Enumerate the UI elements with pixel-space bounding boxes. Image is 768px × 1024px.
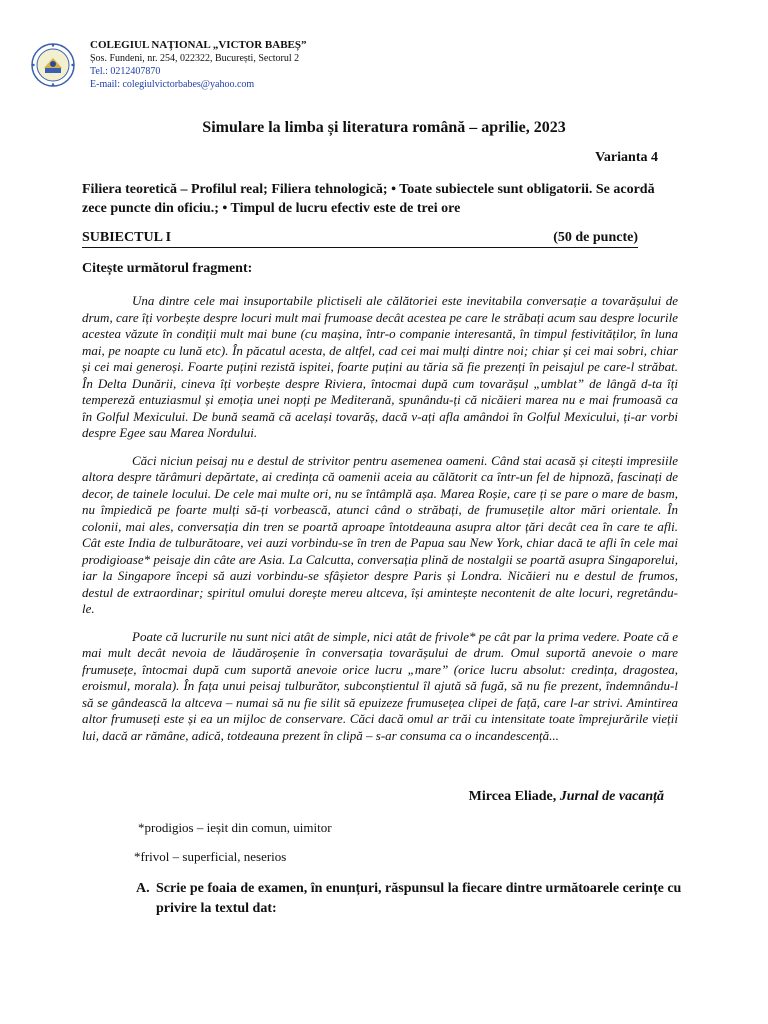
requirement-text: Scrie pe foaia de examen, în enunțuri, răspunsul la fiecare dintre următoarele cerințe cu privire la textul dat: [156, 881, 682, 916]
requirement-label: A. [136, 881, 150, 896]
exam-title: Simulare la limba și literatura română – aprilie, 2023 [202, 119, 566, 136]
school-name: COLEGIUL NAȚIONAL „VICTOR BABEȘ” [90, 39, 307, 51]
school-email: E-mail: colegiulvictorbabes@yahoo.com [90, 79, 255, 90]
school-phone: Tel.: 0212407870 [90, 66, 161, 77]
footnote-frivol: *frivol – superficial, neserios [134, 849, 287, 864]
footnote-prodigios: *prodigios – ieșit din comun, uimitor [138, 820, 332, 835]
literary-fragment [82, 293, 678, 755]
fragment-paragraph-2: Căci niciun peisaj nu e destul de strivitor pentru asemenea oameni. Când stai acasă și citești impresiile altora despre tărâmuri depărtate, ai credința că oamenii aceia au călătorit ca într-un fel de hipnoză, fascinați de decor, de tainele locului. De cele mai multe ori, nu se întâmplă așa. Marea Roșie, care ți se pare o mare de basm, nu împiedică pe foarte mulți să-ți vorbească, atunci când o străbați, de frumusețile altor mări orientale. În colonii, mai ales, conversația din tren se poartă aproape întotdeauna asupra altor țări decât cea în care te afli. Cât este India de tulburătoare, vei auzi vorbindu-se în tren de Papua sau New York, chiar dacă te afli în cele mai prodigioase* peisaje din câte are Asia. La Calcutta, conversația plină de nostalgii se poartă asupra Singaporelui, iar la Singapore începi să auzi vorbindu-se sfâșietor despre Paris și Londra. Nicăieri nu e destul de frumos, destul de extraordinar; spiritul omului dorește mereu altceva, își amintește necontenit de alte locuri, regretându-le. [82, 452, 678, 616]
school-info [90, 38, 307, 91]
subject-points: (50 de puncte) [553, 230, 638, 245]
requirement-a [106, 879, 686, 919]
read-prompt: Citește următorul fragment: [82, 261, 253, 276]
school-header [30, 38, 730, 102]
work-title: Jurnal de vacanță [559, 789, 664, 804]
exam-variant: Varianta 4 [595, 150, 658, 165]
subject-label: SUBIECTUL I [82, 230, 172, 245]
fragment-source [469, 789, 664, 805]
author-name: Mircea Eliade, [468, 789, 557, 804]
school-address: Șos. Fundeni, nr. 254, 022322, București, Sectorul 2 [90, 53, 300, 64]
fragment-paragraph-3: Poate că lucrurile nu sunt nici atât de simple, nici atât de frivole* pe cât par la prima vedere. Poate că e mai mult decât nevoia de lăudăroșenie în conversația tovarășului de drum. Omul suportă anevoie o mare frumusețe, întocmai după cum suportă anevoie orice lucru „mare” (orice lucru absolut: credința, dragostea, eroismul, morala). În fața unui peisaj tulburător, subconștientul îl ajută să fugă, să nu fie prezent, îndemnându-l să se gândească la altceva – numai să nu fie silit să epuizeze frumusețea clipei de față, care l-ar strivi. Amintirea altor frumuseți este și ea un mijloc de conservare. Căci dacă omul ar trăi cu intensitate toate împrejurările vieții lui, dacă ar rămâne, adică, totdeauna prezent în clipă – s-ar consuma ca o incandescență... [82, 628, 678, 743]
school-crest-icon [30, 42, 76, 88]
subject-heading [82, 231, 638, 248]
exam-instructions: Filiera teoretică – Profilul real; Filiera tehnologică; • Toate subiectele sunt obligatorii. Se acordă zece puncte din oficiu.; • Timpul de lucru efectiv este de trei ore [82, 182, 655, 216]
fragment-paragraph-1: Una dintre cele mai insuportabile plictiseli ale călătoriei este inevitabila conversație a tovarășului de drum, care îți vorbește despre locuri mult mai frumoase decât acestea pe care le străbați acum sau despre locurile acestea văzute în condiții mult mai bune (cu mașina, într-o companie interesantă, în timpul festivităților, în luna mai, pe noapte cu lună etc). În păcatul acesta, de altfel, cad cei mai mulți dintre noi; chiar și cei mai sobri, chiar și cei mai generoși. Foarte puțini rezistă ispitei, foarte puțini au tăria să fie prezenți în peisajul pe care-l străbat. În Delta Dunării, cineva îți vorbește despre Riviera, întocmai după cum tovarășul „umblat” de lângă d-ta îți tempereză entuziasmul și emoția unei nopți pe Mediterană, spunându-ți că nicăieri marea nu e mai frumoasă ca în Golful Mexicului. De bună seamă că același tovarăș, dacă v-ați afla amândoi în Golful Mexicului, ți-ar vorbi despre Egee sau Marea Nordului. [82, 293, 678, 440]
